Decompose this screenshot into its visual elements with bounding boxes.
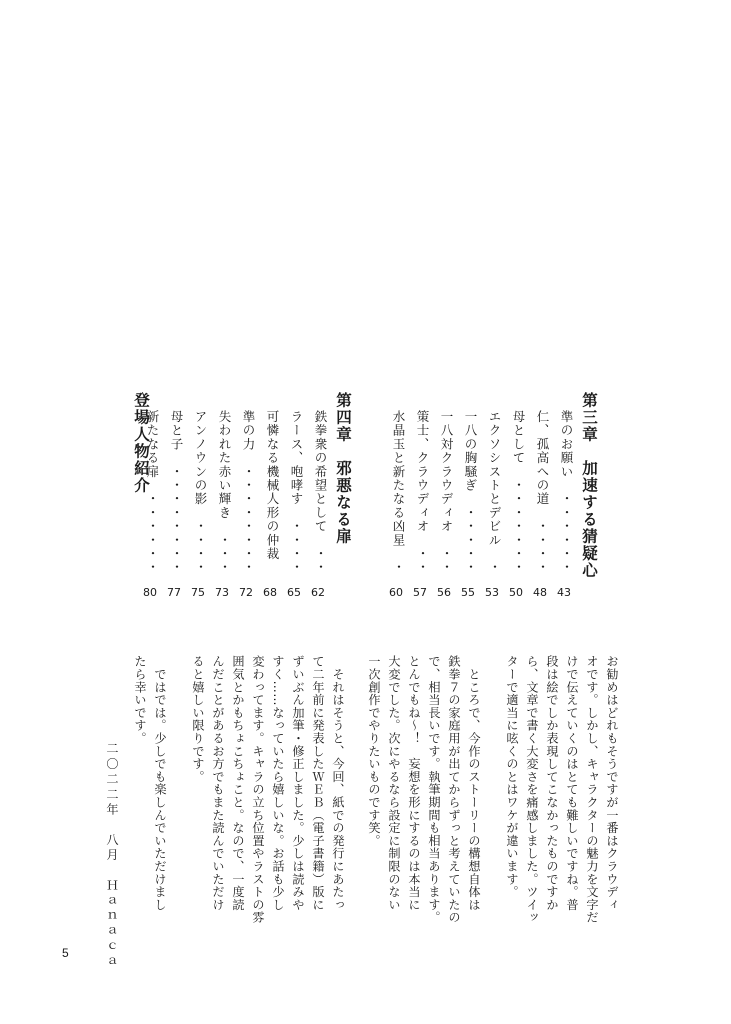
signature: 二〇二二年 八月 Ｈａｎａｃａ [105,742,119,970]
toc-page-number: 77 [167,586,181,599]
chapter-3-title: 第三章 加速する猜疑心 [580,392,598,579]
toc-page-number: 55 [461,586,475,599]
chapter-4-title: 第四章 邪悪なる扉 [334,392,352,545]
page-number: 5 [62,946,69,960]
toc-item: ラース、咆哮す ・・・・ [289,410,304,575]
toc-item: 新たなる扉 ・・・・・・ [145,410,160,575]
toc-item: 準の力 ・・・・・・・・ [241,410,256,575]
toc-page-number: 73 [215,586,229,599]
toc-item: 策士、クラウディオ ・・ [415,410,430,575]
toc-page-number: 43 [557,586,571,599]
toc-item: 準のお願い ・・・・・・ [559,410,574,575]
essay-line: ところで、今作のストーリーの構想自体は [467,655,481,911]
toc-page-number: 56 [437,586,451,599]
essay-line: ではでは。少しでも楽しんでいただけまし [153,655,167,911]
essay-line: 段は絵でしか表現してこなかったものですか [545,655,559,911]
toc-page-number: 62 [311,586,325,599]
essay-line: オです。しかし、キャラクターの魅力を文字だ [585,655,599,924]
characters-title: 登場人物紹介 [132,392,150,494]
essay-line: ると嬉しい限りです。 [191,655,205,783]
toc-item: 可憐なる機械人形の仲裁 [265,410,280,575]
toc-page-number: 72 [239,586,253,599]
essay-line: 大変でした。次にやるなら設定に制限のない [387,655,401,911]
essay-line: ら、文章で書く大変さを痛感しました。ツイッ [525,655,539,924]
toc-page-number: 57 [413,586,427,599]
toc-item: 失われた赤い輝き ・・・ [217,410,232,575]
toc-item: 母と子 ・・・・・・・・ [169,410,184,575]
toc-page-number: 48 [533,586,547,599]
essay-line: んだことがあるお方でもまた読んでいただけ [211,655,225,911]
essay-line: けで伝えていくのはとても難しいですね。普 [565,655,579,911]
toc-page-number: 50 [509,586,523,599]
essay-line: 鉄拳７の家庭用が出てからずっと考えていたの [447,655,461,924]
essay-line: たら幸いです。 [133,655,147,745]
toc-page-number: 65 [287,586,301,599]
toc-page-number: 68 [263,586,277,599]
toc-item: 母として ・・・・・・・ [511,410,526,575]
toc-item: 一八対クラウディオ ・・ [439,410,454,575]
toc-item: 仁、孤高への道 ・・・・ [535,410,550,575]
toc-item: エクソシストとデビル ・ [487,410,502,575]
essay-line: て二年前に発表したＷＥＢ（電子書籍）版に [311,655,325,911]
toc-item: 鉄拳衆の希望として ・・ [313,410,328,575]
toc-item: 水晶玉と新たなる凶星 ・ [391,410,406,575]
toc-item: 一八の胸騒ぎ ・・・・・ [463,410,478,575]
essay-line: お勧めはどれもそうですが一番はクラウディ [605,655,619,911]
toc-page-number: 60 [389,586,403,599]
toc-page-number: 75 [191,586,205,599]
essay-line: それはそうと、今回、紙での発行にあたっ [331,655,345,911]
essay-line: で、相当長いです。執筆期間も相当あります。 [427,655,441,924]
essay-line: 変わってます。キャラの立ち位置やラストの雰 [251,655,265,924]
essay-line: すく……なっていたら嬉しいな。お話も少し [271,655,285,911]
toc-page-number: 53 [485,586,499,599]
essay-line: ずいぶん加筆・修正しました。少しは読みや [291,655,305,911]
essay-line: ターで適当に呟くのとはワケが違います。 [505,655,519,899]
toc-item: アンノウンの影 ・・・・ [193,410,208,575]
essay-line: 囲気とかもちょこちょこと。なので、一度読 [231,655,245,911]
essay-line: 一次創作でやりたいものです笑。 [367,655,381,847]
toc-page-number: 80 [143,586,157,599]
essay-line: とんでもね～！ 妄想を形にするのは本当に [407,655,421,911]
